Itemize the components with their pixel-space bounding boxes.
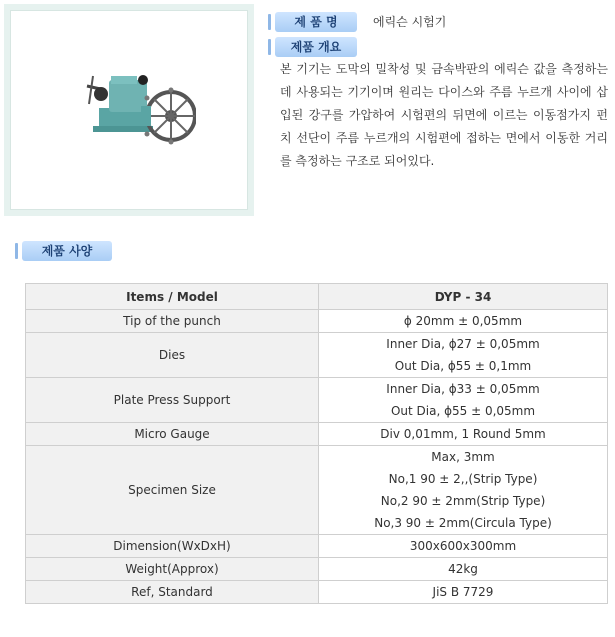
spec-value-line: No,3 90 ± 2mm(Circula Type) bbox=[374, 516, 552, 530]
spec-row-label: Weight(Approx) bbox=[26, 558, 319, 581]
spec-value-line: Inner Dia, ϕ27 ± 0,05mm bbox=[386, 337, 540, 351]
product-spec-label: 제품 사양 bbox=[22, 241, 112, 261]
spec-header-items: Items / Model bbox=[26, 284, 319, 310]
table-row bbox=[26, 378, 608, 423]
table-row bbox=[26, 558, 608, 581]
spec-row-value bbox=[319, 378, 608, 423]
product-name-label: 제 품 명 bbox=[275, 12, 357, 32]
spec-row-label: Tip of the punch bbox=[26, 310, 319, 333]
spec-row-label: Micro Gauge bbox=[26, 423, 319, 446]
product-summary-text: 본 기기는 도막의 밀착성 및 금속박판의 에릭슨 값을 측정하는데 사용되는 기기이며 원리는 다이스와 주름 누르개 사이에 삽입된 강구를 가압하여 시험편의 뒤면에 이르는 이동점가지 펀치 선단이 주름 누르개의 시험편에 접하는 면에서 이동한 거리를 측정하는 구조로 되어있다. bbox=[280, 62, 608, 168]
spec-row-value bbox=[319, 558, 608, 581]
spec-value-line: Out Dia, ϕ55 ± 0,05mm bbox=[390, 404, 536, 418]
spec-value-line: Max, 3mm bbox=[431, 450, 495, 464]
spec-value-line: 300x600x300mm bbox=[409, 539, 517, 553]
table-row bbox=[26, 446, 608, 535]
spec-row-label: Dies bbox=[26, 333, 319, 378]
spec-value-line: Out Dia, ϕ55 ± 0,1mm bbox=[394, 359, 532, 373]
spec-row-value bbox=[319, 446, 608, 535]
spec-table bbox=[25, 283, 608, 604]
spec-value-line: ϕ 20mm ± 0,05mm bbox=[403, 314, 523, 328]
erichsen-tester-illustration bbox=[81, 66, 196, 156]
product-summary-label: 제품 개요 bbox=[275, 37, 357, 57]
spec-header-model: DYP - 34 bbox=[319, 284, 608, 310]
spec-value-line: Div 0,01mm, 1 Round 5mm bbox=[380, 427, 546, 441]
spec-row-value bbox=[319, 581, 608, 604]
table-row bbox=[26, 310, 608, 333]
spec-header-row bbox=[26, 284, 608, 310]
table-row bbox=[26, 423, 608, 446]
spec-row-label: Ref, Standard bbox=[26, 581, 319, 604]
spec-row-value bbox=[319, 423, 608, 446]
spec-value-line: Inner Dia, ϕ33 ± 0,05mm bbox=[386, 382, 540, 396]
table-row bbox=[26, 535, 608, 558]
spec-row-value bbox=[319, 535, 608, 558]
product-name-value: 에릭슨 시험기 bbox=[373, 15, 447, 29]
spec-value-line: JiS B 7729 bbox=[432, 585, 494, 599]
spec-row-label: Dimension(WxDxH) bbox=[26, 535, 319, 558]
spec-row-label: Plate Press Support bbox=[26, 378, 319, 423]
product-image bbox=[10, 10, 248, 210]
product-image-frame bbox=[4, 4, 254, 216]
spec-value-line: No,1 90 ± 2,,(Strip Type) bbox=[388, 472, 538, 486]
spec-row-label: Specimen Size bbox=[26, 446, 319, 535]
spec-row-value bbox=[319, 310, 608, 333]
spec-value-line: No,2 90 ± 2mm(Strip Type) bbox=[380, 494, 546, 508]
spec-value-line: 42kg bbox=[448, 562, 478, 576]
table-row bbox=[26, 581, 608, 604]
table-row bbox=[26, 333, 608, 378]
spec-row-value bbox=[319, 333, 608, 378]
